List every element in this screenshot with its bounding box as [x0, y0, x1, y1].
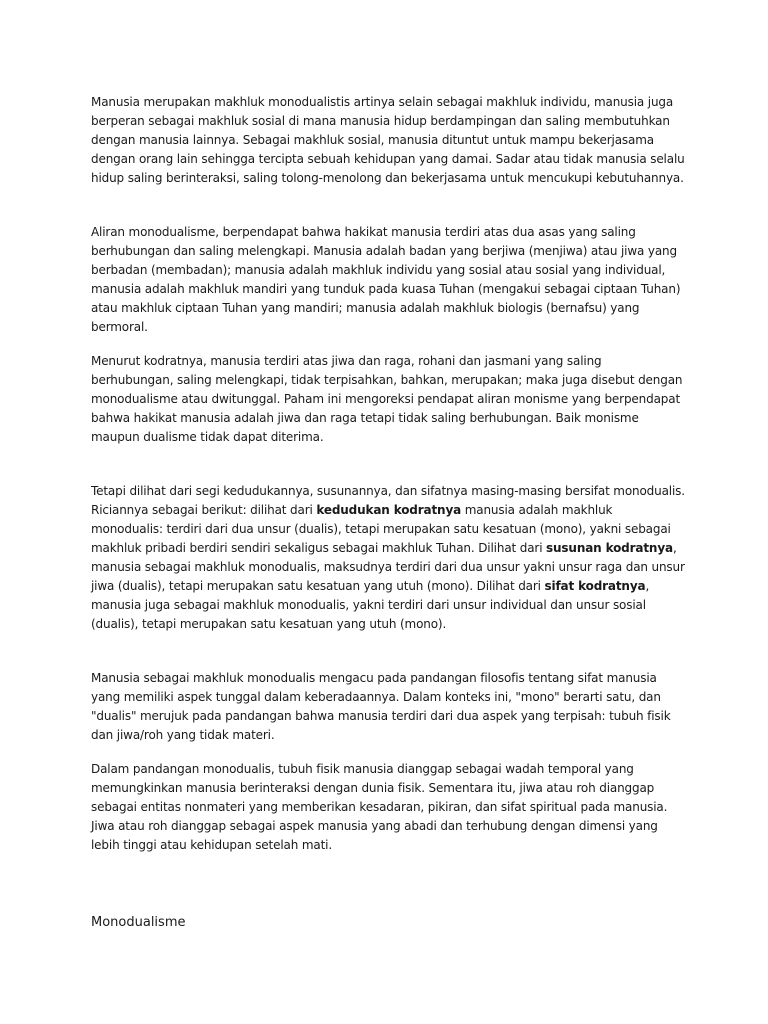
- paragraph-4-text-3: , manusia sebagai makhluk monodualis, maksudnya terdiri dari dua unsur yakni unsur raga dan unsur jiwa (dualis), tetapi merupakan satu kesatuan yang utuh (mono). Dilihat dari: [91, 541, 685, 593]
- paragraph-2: Aliran monodualisme, berpendapat bahwa hakikat manusia terdiri atas dua asas yang saling berhubungan dan saling melengkapi. Manusia adalah badan yang berjiwa (menjiwa) atau jiwa yang berbadan (membadan); manusia adalah makhluk individu yang sosial atau sosial yang individual, manusia adalah makhluk mandiri yang tunduk pada kuasa Tuhan (mengakui sebagai ciptaan Tuhan) atau makhluk ciptaan Tuhan yang mandiri; manusia adalah makhluk biologis (bernafsu) yang bermoral.: [91, 225, 681, 334]
- spacer: [91, 745, 687, 760]
- paragraph-3: Menurut kodratnya, manusia terdiri atas jiwa dan raga, rohani dan jasmani yang saling berhubungan, saling melengkapi, tidak terpisahkan, bahkan, merupakan; maka juga disebut dengan monodualisme atau dwitunggal. Paham ini mengoreksi pendapat aliran monisme yang berpendapat bahwa hakikat manusia adalah jiwa dan raga tetapi tidak saling berhubungan. Baik monisme maupun dualisme tidak dapat diterima.: [91, 354, 683, 444]
- section-heading: Monodualisme: [91, 915, 186, 930]
- paragraph-4-text-1: Tetapi dilihat dari segi kedudukannya, susunannya, dan sifatnya masing-masing bersifat monodualis. Riciannya sebagai berikut: dilihat dari: [91, 484, 685, 517]
- spacer: [91, 188, 687, 223]
- paragraph-4-text-4: , manusia juga sebagai makhluk monodualis, yakni terdiri dari unsur individual dan unsur sosial (dualis), tetapi merupakan satu kesatuan yang utuh (mono).: [91, 579, 650, 631]
- paragraph-6: Dalam pandangan monodualis, tubuh fisik manusia dianggap sebagai wadah temporal yang memungkinkan manusia berinteraksi dengan dunia fisik. Sementara itu, jiwa atau roh dianggap sebagai entitas nonmateri yang memberikan kesadaran, pikiran, dan sifat spiritual pada manusia. Jiwa atau roh dianggap sebagai aspek manusia yang abadi dan terhubung dengan dimensi yang lebih tinggi atau kehidupan setelah mati.: [91, 762, 668, 852]
- spacer: [91, 634, 687, 669]
- bold-sifat-kodratnya: sifat kodratnya: [544, 579, 646, 593]
- document-body: [91, 93, 687, 933]
- paragraph-1: Manusia merupakan makhluk monodualistis artinya selain sebagai makhluk individu, manusia juga berperan sebagai makhluk sosial di mana manusia hidup berdampingan dan saling membutuhkan dengan manusia lainnya. Sebagai makhluk sosial, manusia dituntut untuk mampu bekerjasama dengan orang lain sehingga tercipta sebuah kehidupan yang damai. Sadar atau tidak manusia selalu hidup saling berinteraksi, saling tolong-menolong dan bekerjasama untuk mencukupi kebutuhannya.: [91, 95, 685, 185]
- paragraph-5: Manusia sebagai makhluk monodualis mengacu pada pandangan filosofis tentang sifat manusia yang memiliki aspek tunggal dalam keberadaannya. Dalam konteks ini, "mono" berarti satu, dan "dualis" merujuk pada pandangan bahwa manusia terdiri dari dua aspek yang terpisah: tubuh fisik dan jiwa/roh yang tidak materi.: [91, 671, 671, 742]
- spacer: [91, 447, 687, 482]
- bold-susunan-kodratnya: susunan kodratnya: [546, 541, 673, 555]
- bold-kedudukan-kodratnya: kedudukan kodratnya: [316, 503, 462, 517]
- paragraph-4: [91, 482, 687, 634]
- paragraph-4-text-2: manusia adalah makhluk monodualis: terdiri dari dua unsur (dualis), tetapi merupakan satu kesatuan (mono), yakni sebagai makhluk pribadi berdiri sendiri sekaligus sebagai makhluk Tuhan. Dilihat dari: [91, 503, 671, 555]
- spacer: [91, 337, 687, 352]
- spacer: [91, 855, 687, 913]
